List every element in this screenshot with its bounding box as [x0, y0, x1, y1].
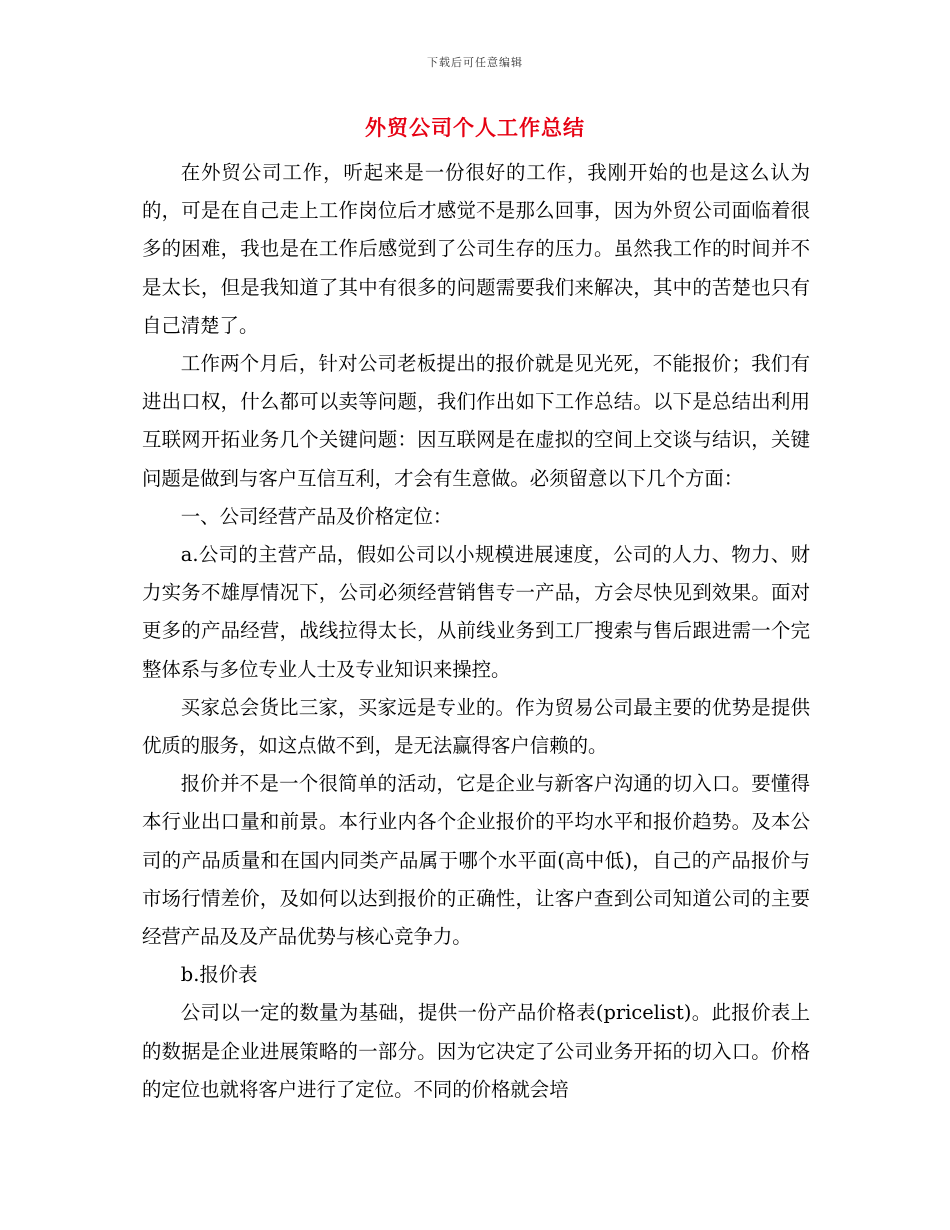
paragraph: 买家总会货比三家，买家远是专业的。作为贸易公司最主要的优势是提供优质的服务，如这点做不到，是无法赢得客户信赖的。: [142, 695, 810, 758]
subsection-heading: b.报价表: [180, 963, 258, 987]
paragraph: 在外贸公司工作，听起来是一份很好的工作，我刚开始的也是这么认为的，可是在自己走上工作岗位后才感觉不是那么回事，因为外贸公司面临着很多的困难，我也是在工作后感觉到了公司生存的压力。虽然我工作的时间并不是太长，但是我知道了其中有很多的问题需要我们来解决，其中的苦楚也只有自己清楚了。: [142, 161, 810, 337]
paragraph: a.公司的主营产品，假如公司以小规模进展速度，公司的人力、物力、财力实务不雄厚情况下，公司必须经营销售专一产品，方会尽快见到效果。面对更多的产品经营，战线拉得太长，从前线业务到工厂搜索与售后跟进需一个完整体系与多位专业人士及专业知识来操控。: [142, 543, 810, 681]
section-heading: 一、公司经营产品及价格定位：: [180, 504, 453, 528]
document-body: [142, 154, 810, 1109]
paragraph: 工作两个月后，针对公司老板提出的报价就是见光死，不能报价；我们有进出口权，什么都可以卖等问题，我们作出如下工作总结。以下是总结出利用互联网开拓业务几个关键问题：因互联网是在虚拟的空间上交谈与结识，关键问题是做到与客户互信互利，才会有生意做。必须留意以下几个方面：: [142, 352, 810, 490]
paragraph: 公司以一定的数量为基础，提供一份产品价格表(pricelist)。此报价表上的数据是企业进展策略的一部分。因为它决定了公司业务开拓的切入口。价格的定位也就将客户进行了定位。不同的价格就会培: [142, 1001, 810, 1101]
paragraph: 报价并不是一个很简单的活动，它是企业与新客户沟通的切入口。要懂得本行业出口量和前景。本行业内各个企业报价的平均水平和报价趋势。及本公司的产品质量和在国内同类产品属于哪个水平面(高中低)，自己的产品报价与市场行情差价，及如何以达到报价的正确性，让客户查到公司知道公司的主要经营产品及及产品优势与核心竞争力。: [142, 772, 810, 949]
document-title: 外贸公司个人工作总结: [365, 115, 585, 140]
header-note: 下载后可任意编辑: [427, 56, 523, 69]
